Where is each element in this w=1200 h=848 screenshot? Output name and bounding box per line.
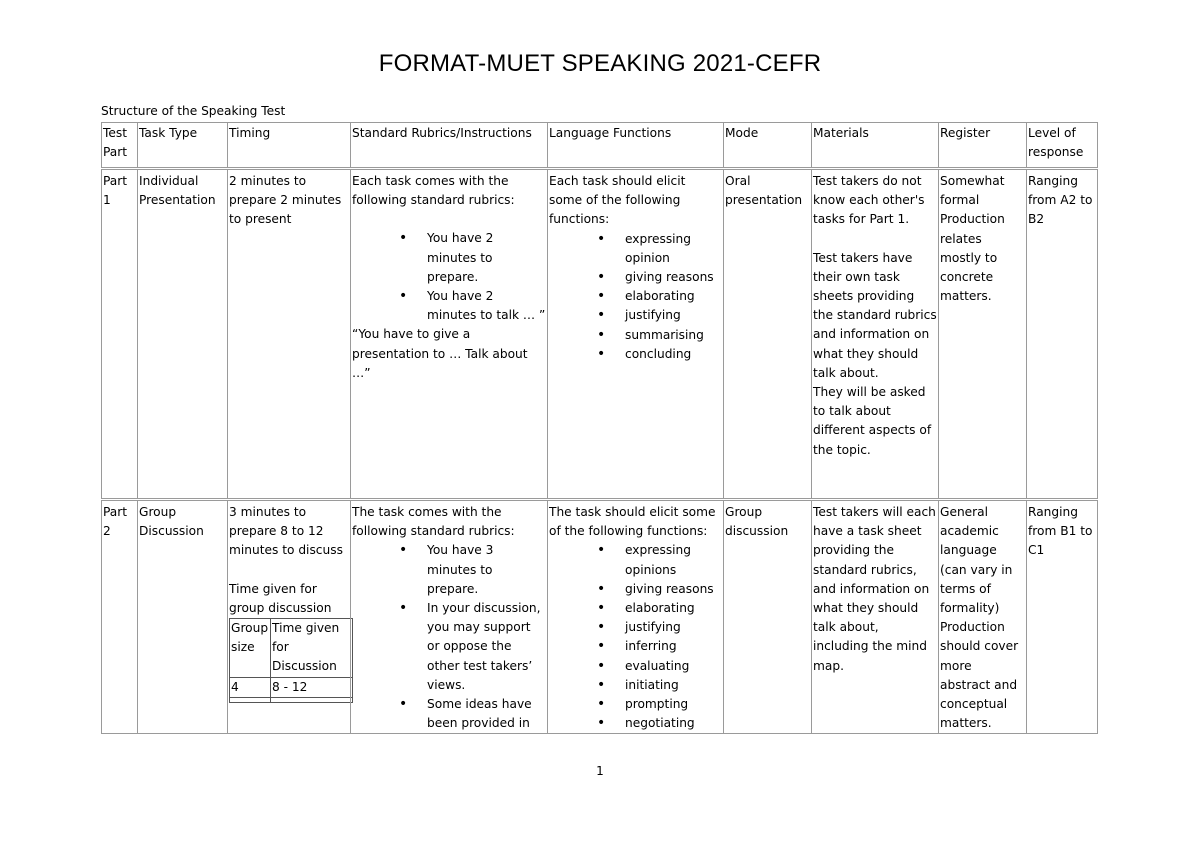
list-item: • You have 2 minutes to talk … ”: [427, 287, 546, 325]
list-item: • You have 3 minutes to prepare.: [427, 541, 546, 599]
group-size-header: Group size: [230, 619, 271, 678]
list-item: • In your discussion, you may support or oppose the other test takers’ views.: [427, 599, 546, 695]
part1-task-type: Individual Presentation: [138, 169, 228, 500]
part1-rubrics-cell: [351, 169, 548, 500]
part2-test-part: Part 2: [102, 500, 138, 734]
list-item: • justifying: [625, 306, 722, 325]
part1-rubrics-quote: “You have to give a presentation to … Talk about …”: [352, 327, 528, 380]
table-header-row: [102, 123, 1098, 169]
speaking-test-structure-table: [101, 122, 1098, 734]
page-number: 1: [596, 764, 604, 778]
table-row-part-2: [102, 500, 1098, 734]
group-time-header-row: [230, 619, 353, 678]
header-level-of-response: Level of response: [1027, 123, 1098, 169]
part2-register: General academic language (can vary in terms of formality) Production should cover more abstract and conceptual matters.: [939, 500, 1027, 734]
part2-timing: 3 minutes to prepare 8 to 12 minutes to discuss: [229, 505, 343, 558]
header-materials: Materials: [812, 123, 939, 169]
list-item: • summarising: [625, 326, 722, 345]
list-item: • justifying: [625, 618, 722, 637]
list-item: • concluding: [625, 345, 722, 364]
part1-rubrics-list: [427, 229, 546, 325]
part1-mode: Oral presentation: [724, 169, 812, 500]
part2-mode: Group discussion: [724, 500, 812, 734]
part2-rubrics-intro: The task comes with the following standard rubrics:: [352, 505, 515, 539]
part2-rubrics-list: [427, 541, 546, 733]
list-item: • negotiating: [625, 714, 722, 733]
list-item: • evaluating: [625, 657, 722, 676]
group-time-table: [229, 618, 353, 703]
time-given-header: Time given for Discussion: [271, 619, 353, 678]
group-size-value: 4: [230, 677, 271, 697]
part1-rubrics-intro: Each task comes with the following standard rubrics:: [352, 174, 515, 208]
header-test-part: Test Part: [102, 123, 138, 169]
list-item: • expressing opinions: [625, 541, 722, 579]
part1-materials-1: Test takers do not know each other's tasks for Part 1.: [813, 174, 925, 227]
list-item: • prompting: [625, 695, 722, 714]
table-caption: Structure of the Speaking Test: [101, 104, 286, 118]
header-language-functions: Language Functions: [548, 123, 724, 169]
part1-materials-3: They will be asked to talk about different aspects of the topic.: [813, 385, 932, 457]
part1-functions-list: [625, 230, 722, 364]
list-item: • inferring: [625, 637, 722, 656]
part1-level: Ranging from A2 to B2: [1027, 169, 1098, 500]
list-item: • giving reasons: [625, 268, 722, 287]
part2-rubrics-cell: [351, 500, 548, 734]
part2-timing-cell: [228, 500, 351, 734]
list-item: • elaborating: [625, 287, 722, 306]
part1-materials-2: Test takers have their own task sheets providing the standard rubrics and information on what they should talk about.: [813, 250, 937, 380]
document-title: FORMAT-MUET SPEAKING 2021-CEFR: [378, 50, 822, 77]
list-item: • You have 2 minutes to prepare.: [427, 229, 546, 287]
part2-level: Ranging from B1 to C1: [1027, 500, 1098, 734]
part2-timing-sub: Time given for group discussion: [229, 581, 332, 615]
part2-materials: Test takers will each have a task sheet providing the standard rubrics, and information on what they should talk about, including the mind map.: [812, 500, 939, 734]
part2-functions-intro: The task should elicit some of the following functions:: [549, 505, 716, 539]
part1-functions-intro: Each task should elicit some of the following functions:: [549, 174, 686, 227]
header-timing: Timing: [228, 123, 351, 169]
list-item: • expressing opinion: [625, 230, 722, 268]
part1-test-part: Part 1: [102, 169, 138, 500]
list-item: • elaborating: [625, 599, 722, 618]
part1-materials-cell: [812, 169, 939, 500]
part2-task-type: Group Discussion: [138, 500, 228, 734]
table-row: [230, 697, 353, 702]
header-register: Register: [939, 123, 1027, 169]
list-item: • Some ideas have been provided in: [427, 695, 546, 733]
part1-functions-cell: [548, 169, 724, 500]
header-task-type: Task Type: [138, 123, 228, 169]
list-item: • giving reasons: [625, 580, 722, 599]
header-mode: Mode: [724, 123, 812, 169]
table-row-part-1: [102, 169, 1098, 500]
time-given-value: 8 - 12: [271, 677, 353, 697]
table-row: [230, 677, 353, 697]
part1-register: Somewhat formal Production relates mostly to concrete matters.: [939, 169, 1027, 500]
part2-functions-list: [625, 541, 722, 733]
list-item: • initiating: [625, 676, 722, 695]
part2-functions-cell: [548, 500, 724, 734]
part1-timing: 2 minutes to prepare 2 minutes to present: [228, 169, 351, 500]
header-rubrics: Standard Rubrics/Instructions: [351, 123, 548, 169]
